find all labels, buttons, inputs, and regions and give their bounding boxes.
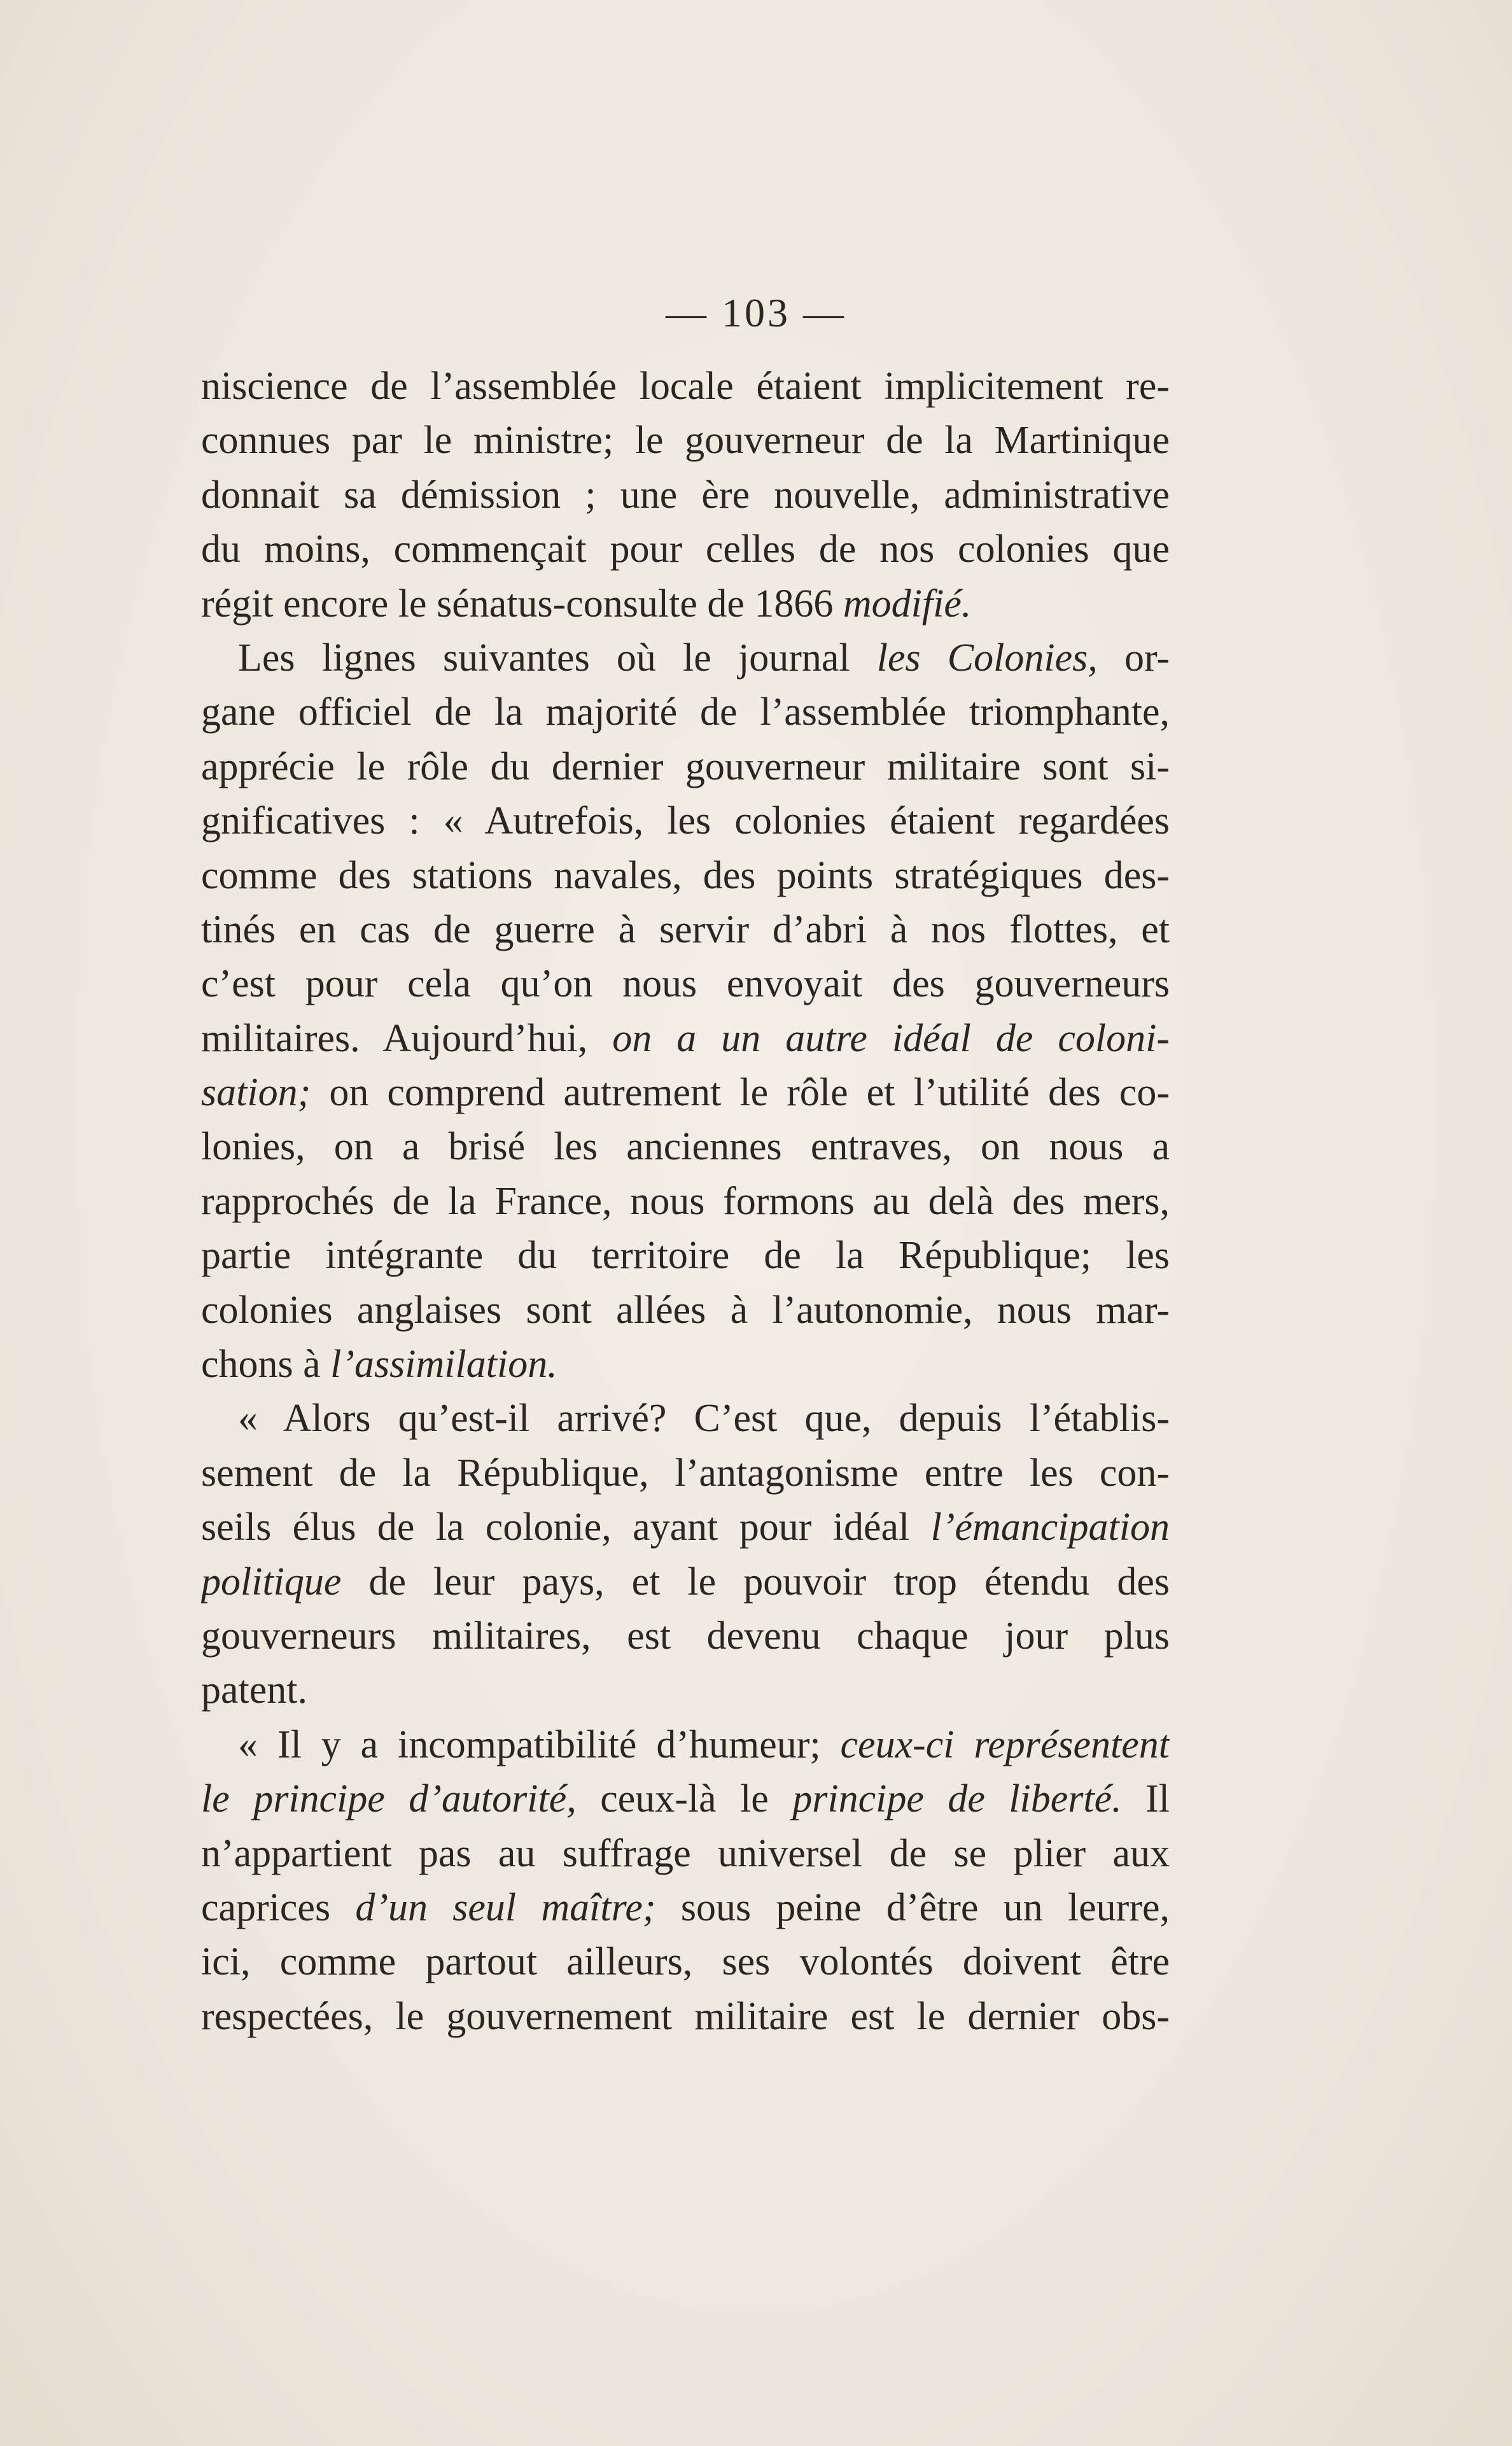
- text-line: [201, 1663, 1170, 1717]
- text-segment: colonies anglaises sont allées à l’autonomie, nous mar-: [201, 1288, 1170, 1332]
- text-segment: ceux-là le: [576, 1777, 793, 1821]
- text-line: [201, 1175, 1170, 1229]
- text-segment: « Il y a incompatibilité d’humeur;: [238, 1723, 841, 1766]
- text-line: [201, 1446, 1170, 1500]
- text-segment: caprices: [201, 1885, 356, 1929]
- text-segment: régit encore le sénatus-consulte de 1866: [201, 582, 843, 625]
- text-segment: apprécie le rôle du dernier gouverneur militaire sont si-: [201, 744, 1170, 788]
- italic-text: sation;: [201, 1071, 311, 1115]
- text-line: [201, 1392, 1170, 1446]
- text-segment: niscience de l’assemblée locale étaient implicitement re-: [201, 365, 1170, 408]
- text-segment: Il: [1121, 1777, 1170, 1821]
- text-segment: patent.: [201, 1668, 307, 1712]
- page-number: — 103 —: [666, 290, 846, 335]
- text-segment: respectées, le gouvernement militaire est le dernier obs-: [201, 1994, 1170, 2038]
- text-segment: c’est pour cela qu’on nous envoyait des gouverneurs: [201, 962, 1170, 1006]
- italic-text: ceux-ci représentent: [840, 1723, 1170, 1766]
- text-segment: rapprochés de la France, nous formons au delà des mers,: [201, 1179, 1170, 1223]
- italic-text: principe de liberté.: [792, 1777, 1122, 1821]
- text-line: [201, 1718, 1170, 1772]
- body-text: [201, 360, 1170, 2044]
- text-line: [201, 903, 1170, 957]
- text-segment: lonies, on a brisé les anciennes entraves, on nous a: [201, 1125, 1170, 1169]
- text-segment: tinés en cas de guerre à servir d’abri à nos flottes, et: [201, 907, 1170, 951]
- text-segment: ici, comme partout ailleurs, ses volontés doivent être: [201, 1940, 1170, 1984]
- text-line: [201, 1338, 1170, 1392]
- text-segment: sous peine d’être un leurre,: [655, 1885, 1170, 1929]
- text-line: [201, 1935, 1170, 1989]
- text-line: [201, 740, 1170, 794]
- italic-text: politique: [201, 1560, 342, 1604]
- text-line: [201, 1012, 1170, 1066]
- text-segment: comme des stations navales, des points stratégiques des-: [201, 853, 1170, 897]
- text-segment: de leur pays, et le pouvoir trop étendu des: [341, 1560, 1170, 1604]
- text-segment: militaires. Aujourd’hui,: [201, 1016, 613, 1060]
- text-segment: seils élus de la colonie, ayant pour idéal: [201, 1506, 931, 1549]
- text-line: [201, 468, 1170, 522]
- text-segment: n’appartient pas au suffrage universel de se plier aux: [201, 1831, 1170, 1875]
- italic-text: le principe d’autorité,: [201, 1777, 577, 1821]
- text-segment: du moins, commençait pour celles de nos colonies que: [201, 528, 1170, 571]
- text-line: [201, 360, 1170, 414]
- text-line: [201, 685, 1170, 739]
- text-segment: connues par le ministre; le gouverneur de la Martinique: [201, 419, 1170, 463]
- text-line: [201, 849, 1170, 903]
- text-line: [201, 1881, 1170, 1935]
- text-line: [201, 1990, 1170, 2044]
- text-line: [201, 631, 1170, 685]
- italic-text: l’assimilation.: [330, 1343, 557, 1387]
- text-line: [201, 1283, 1170, 1338]
- text-segment: on comprend autrement le rôle et l’utilité des co-: [311, 1071, 1170, 1115]
- text-line: [201, 1500, 1170, 1555]
- italic-text: modifié.: [843, 582, 972, 625]
- text-line: [201, 794, 1170, 848]
- text-line: [201, 1120, 1170, 1174]
- text-line: [201, 957, 1170, 1011]
- text-segment: chons à: [201, 1343, 331, 1387]
- text-segment: or-: [1097, 636, 1170, 680]
- italic-text: on a un autre idéal de coloni-: [612, 1016, 1170, 1060]
- text-line: [201, 414, 1170, 468]
- italic-text: d’un seul maître;: [355, 1885, 656, 1929]
- text-segment: donnait sa démission ; une ère nouvelle, administrative: [201, 473, 1170, 517]
- text-line: [201, 1827, 1170, 1881]
- text-segment: partie intégrante du territoire de la République; les: [201, 1234, 1170, 1278]
- text-segment: sement de la République, l’antagonisme entre les con-: [201, 1451, 1170, 1495]
- text-line: [201, 1555, 1170, 1609]
- text-line: [201, 522, 1170, 577]
- text-segment: Les lignes suivantes où le journal: [238, 636, 877, 680]
- text-segment: gouverneurs militaires, est devenu chaque jour plus: [201, 1614, 1170, 1658]
- text-line: [201, 1772, 1170, 1826]
- text-line: [201, 577, 1170, 631]
- text-segment: gnificatives : « Autrefois, les colonies étaient regardées: [201, 799, 1170, 843]
- text-segment: « Alors qu’est-il arrivé? C’est que, depuis l’établis-: [238, 1397, 1170, 1441]
- text-segment: gane officiel de la majorité de l’assemblée triomphante,: [201, 690, 1170, 734]
- text-line: [201, 1066, 1170, 1120]
- italic-text: l’émancipation: [930, 1506, 1170, 1549]
- italic-text: les Colonies,: [876, 636, 1098, 680]
- text-line: [201, 1609, 1170, 1663]
- text-line: [201, 1229, 1170, 1283]
